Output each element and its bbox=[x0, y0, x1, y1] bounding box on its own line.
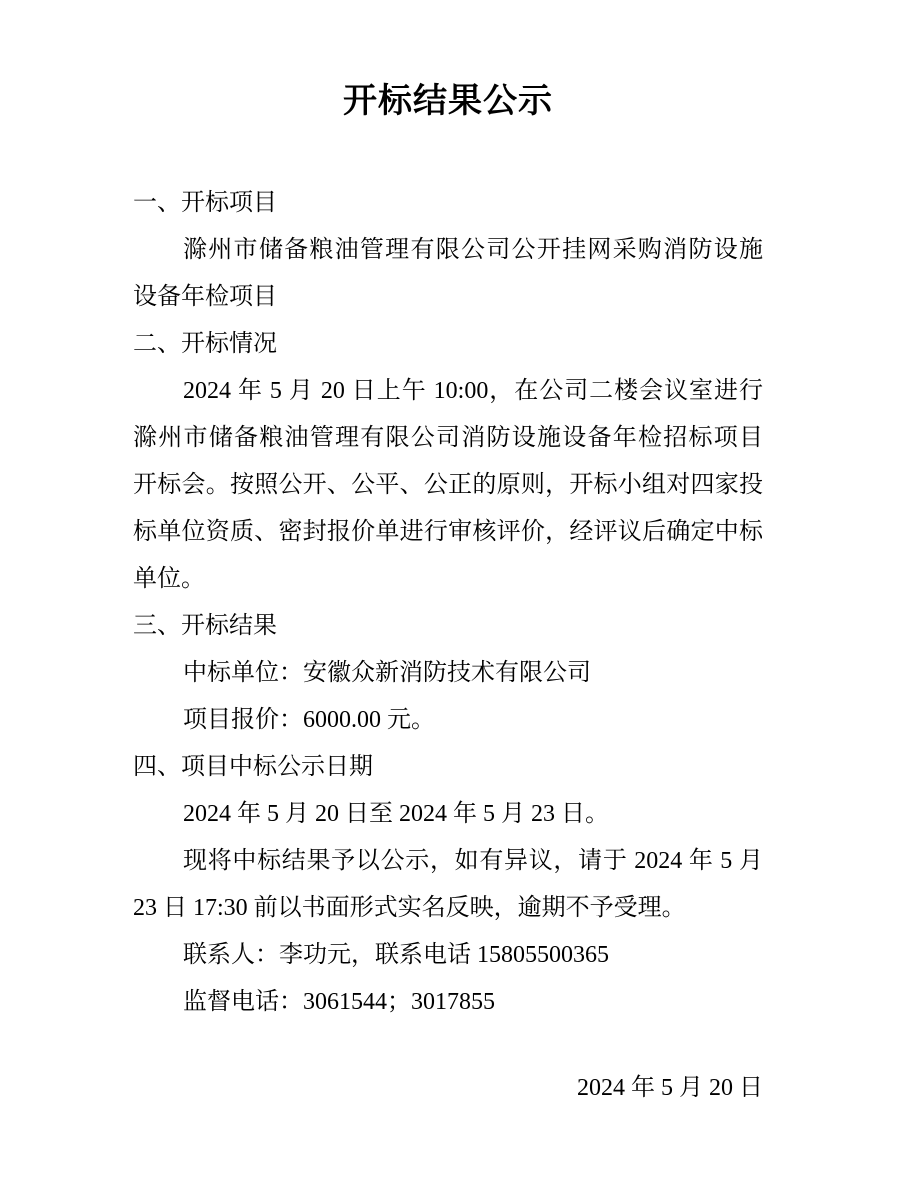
contact-person-line: 联系人：李功元，联系电话 15805500365 bbox=[183, 942, 609, 968]
publicity-period-line: 2024 年 5 月 20 日至 2024 年 5 月 23 日。 bbox=[183, 801, 609, 827]
section-2-paragraph-line: 单位。 bbox=[133, 566, 205, 592]
section-2-paragraph-line: 开标会。按照公开、公平、公正的原则，开标小组对四家投 bbox=[133, 472, 763, 498]
section-1-paragraph-line: 滁州市储备粮油管理有限公司公开挂网采购消防设施 bbox=[183, 237, 763, 263]
project-price-line: 项目报价：6000.00 元。 bbox=[183, 707, 435, 733]
document-title: 开标结果公示 bbox=[343, 83, 553, 120]
winning-bidder-line: 中标单位：安徽众新消防技术有限公司 bbox=[183, 660, 591, 686]
section-2-paragraph-line: 滁州市储备粮油管理有限公司消防设施设备年检招标项目 bbox=[133, 425, 763, 451]
section-2-paragraph-line: 标单位资质、密封报价单进行审核评价，经评议后确定中标 bbox=[133, 519, 763, 545]
objection-notice-line: 现将中标结果予以公示，如有异议，请于 2024 年 5 月 bbox=[183, 848, 763, 874]
section-4-heading: 四、项目中标公示日期 bbox=[133, 754, 373, 780]
objection-notice-line: 23 日 17:30 前以书面形式实名反映，逾期不予受理。 bbox=[133, 895, 686, 921]
supervision-phone-line: 监督电话：3061544；3017855 bbox=[183, 989, 495, 1015]
section-2-heading: 二、开标情况 bbox=[133, 331, 277, 357]
document-body bbox=[133, 180, 763, 1026]
section-3-heading: 三、开标结果 bbox=[133, 613, 277, 639]
section-1-paragraph-line: 设备年检项目 bbox=[133, 284, 277, 310]
signature-date: 2024 年 5 月 20 日 bbox=[577, 1075, 763, 1101]
section-1-heading: 一、开标项目 bbox=[133, 190, 277, 216]
section-2-paragraph-line: 2024 年 5 月 20 日上午 10:00，在公司二楼会议室进行 bbox=[183, 378, 763, 404]
